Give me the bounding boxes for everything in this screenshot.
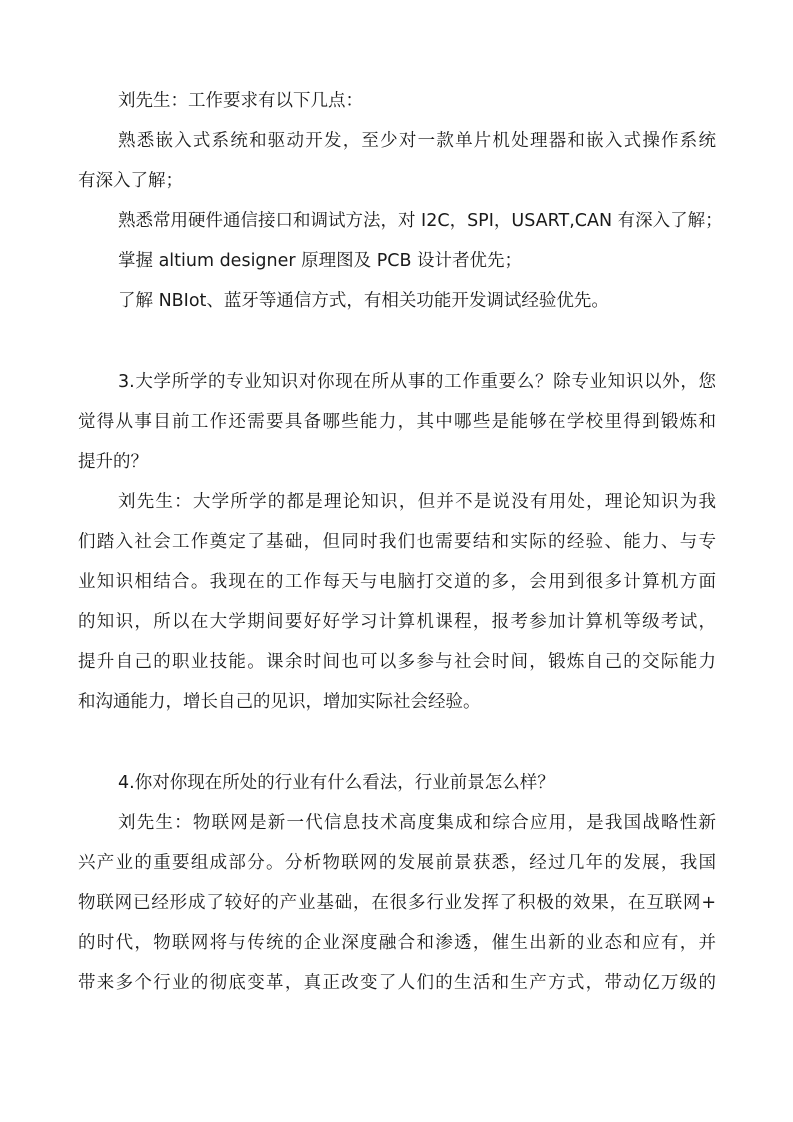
answer-3-line: 们踏入社会工作奠定了基础，但同时我们也需要结和实际的经验、能力、与专: [78, 532, 716, 552]
requirement-line: 熟悉常用硬件通信接口和调试方法，对 I2C，SPI，USART,CAN 有深入了解；: [118, 211, 723, 231]
answer-3-line: 和沟通能力，增长自己的见识，增加实际社会经验。: [78, 692, 481, 712]
answer-4-line: 兴产业的重要组成部分。分析物联网的发展前景获悉，经过几年的发展，我国: [78, 853, 716, 873]
requirement-line: 掌握 altium designer 原理图及 PCB 设计者优先；: [118, 251, 523, 271]
requirement-line: 有深入了解；: [78, 171, 183, 191]
answer-4-line: 带来多个行业的彻底变革，真正改变了人们的生活和生产方式，带动亿万级的: [78, 973, 716, 993]
requirement-line: 熟悉嵌入式系统和驱动开发，至少对一款单片机处理器和嵌入式操作系统: [118, 131, 716, 151]
answer-3-line: 刘先生：大学所学的都是理论知识，但并不是说没有用处，理论知识为我: [118, 492, 716, 512]
answer-3-line: 业知识相结合。我现在的工作每天与电脑打交道的多，会用到很多计算机方面: [78, 572, 716, 592]
answer-3-line: 的知识，所以在大学期间要好好学习计算机课程，报考参加计算机等级考试，: [78, 612, 716, 632]
question-3-line: 觉得从事目前工作还需要具备哪些能力，其中哪些是能够在学校里得到锻炼和: [78, 412, 716, 432]
requirements-intro: 刘先生：工作要求有以下几点：: [118, 91, 363, 111]
document-page: [78, 81, 723, 1003]
answer-4-line: 物联网已经形成了较好的产业基础，在很多行业发挥了积极的效果，在互联网+: [78, 893, 716, 913]
answer-4-line: 刘先生：物联网是新一代信息技术高度集成和综合应用，是我国战略性新: [118, 813, 716, 833]
answer-4-line: 的时代，物联网将与传统的企业深度融合和渗透，催生出新的业态和应有，并: [78, 933, 716, 953]
question-4-line: 4.你对你现在所处的行业有什么看法，行业前景怎么样？: [118, 773, 555, 793]
question-3-line: 3.大学所学的专业知识对你现在所从事的工作重要么？除专业知识以外，您: [118, 372, 716, 392]
question-3-line: 提升的？: [78, 452, 148, 472]
requirement-line: 了解 NBIot、蓝牙等通信方式，有相关功能开发调试经验优先。: [118, 291, 609, 311]
answer-3-line: 提升自己的职业技能。课余时间也可以多参与社会时间，锻炼自己的交际能力: [78, 652, 716, 672]
